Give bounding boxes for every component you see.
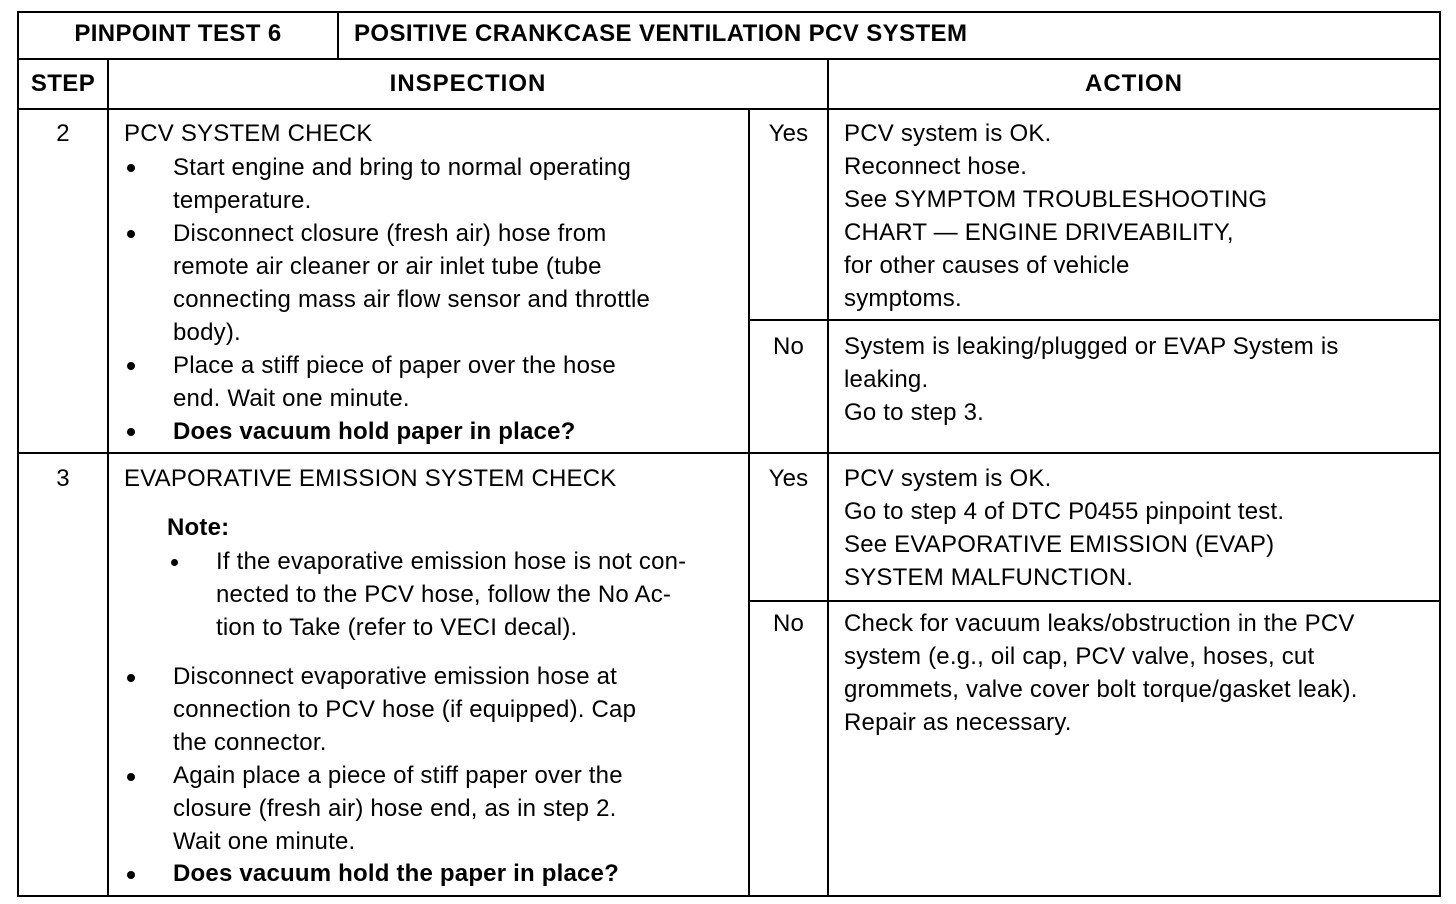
column-header-divider <box>17 108 1441 110</box>
step3-no-label: No <box>772 610 805 637</box>
column-header-step: STEP <box>30 70 96 97</box>
step2-yes-no-divider <box>749 319 1441 321</box>
inspection-action-divider <box>827 58 829 897</box>
step3-bullet-2: Again place a piece of stiff paper over the closure (fresh air) hose end, as in step 2. Wait one minute. <box>173 762 623 855</box>
test-label: PINPOINT TEST 6 <box>74 20 282 47</box>
step2-bullet-1: Start engine and bring to normal operating temperature. <box>173 154 632 214</box>
step2-bullet-3: Place a stiff piece of paper over the hose end. Wait one minute. <box>173 352 616 412</box>
column-header-inspection: INSPECTION <box>389 70 547 97</box>
table-border-top <box>17 11 1441 13</box>
table-border-right <box>1439 11 1441 897</box>
test-title: POSITIVE CRANKCASE VENTILATION PCV SYSTEM <box>354 20 968 47</box>
step3-yes-no-divider <box>749 600 1441 602</box>
step-row-divider <box>17 452 1441 454</box>
step3-yes-action: PCV system is OK. Go to step 4 of DTC P0455 pinpoint test. See EVAPORATIVE EMISSION (EVAP) SYSTEM MALFUNCTION. <box>844 465 1285 591</box>
step3-number: 3 <box>56 465 70 492</box>
step2-title: PCV SYSTEM CHECK <box>124 120 373 147</box>
step3-question: Does vacuum hold the paper in place? <box>173 860 619 887</box>
step2-yes-action: PCV system is OK. Reconnect hose. See SYMPTOM TROUBLESHOOTING CHART — ENGINE DRIVEABILITY, for other causes of vehicle symptoms. <box>844 120 1268 312</box>
bullet-icon <box>127 164 135 172</box>
bullet-icon <box>127 871 135 879</box>
step2-question: Does vacuum hold paper in place? <box>173 418 576 445</box>
step2-number: 2 <box>56 120 70 147</box>
step3-note-text: If the evaporative emission hose is not con- nected to the PCV hose, follow the No Ac- tion to Take (refer to VECI decal). <box>216 548 687 641</box>
column-header-action: ACTION <box>1085 70 1183 97</box>
bullet-icon <box>127 362 135 370</box>
step2-no-label: No <box>772 333 805 360</box>
yes-no-column-divider <box>748 108 750 897</box>
step3-yes-label: Yes <box>768 465 809 492</box>
bullet-icon <box>127 230 135 238</box>
step2-no-action: System is leaking/plugged or EVAP System is leaking. Go to step 3. <box>844 333 1339 426</box>
header-divider <box>17 58 1441 60</box>
bullet-icon <box>127 773 135 781</box>
table-border-bottom <box>17 895 1441 897</box>
step3-bullet-1: Disconnect evaporative emission hose at connection to PCV hose (if equipped). Cap the connector. <box>173 663 637 756</box>
step2-yes-label: Yes <box>768 120 809 147</box>
bullet-icon <box>127 674 135 682</box>
step3-note-label: Note: <box>167 514 230 541</box>
step-column-divider <box>107 58 109 897</box>
bullet-icon <box>127 428 135 436</box>
step2-bullet-2: Disconnect closure (fresh air) hose from remote air cleaner or air inlet tube (tube connecting mass air flow sensor and throttle body). <box>173 220 651 346</box>
bullet-icon <box>171 559 178 566</box>
step3-no-action: Check for vacuum leaks/obstruction in the PCV system (e.g., oil cap, PCV valve, hoses, cut grommets, valve cover bolt torque/gasket leak). Repair as necessary. <box>844 610 1358 736</box>
test-label-divider <box>337 11 339 59</box>
step3-title: EVAPORATIVE EMISSION SYSTEM CHECK <box>124 465 617 492</box>
